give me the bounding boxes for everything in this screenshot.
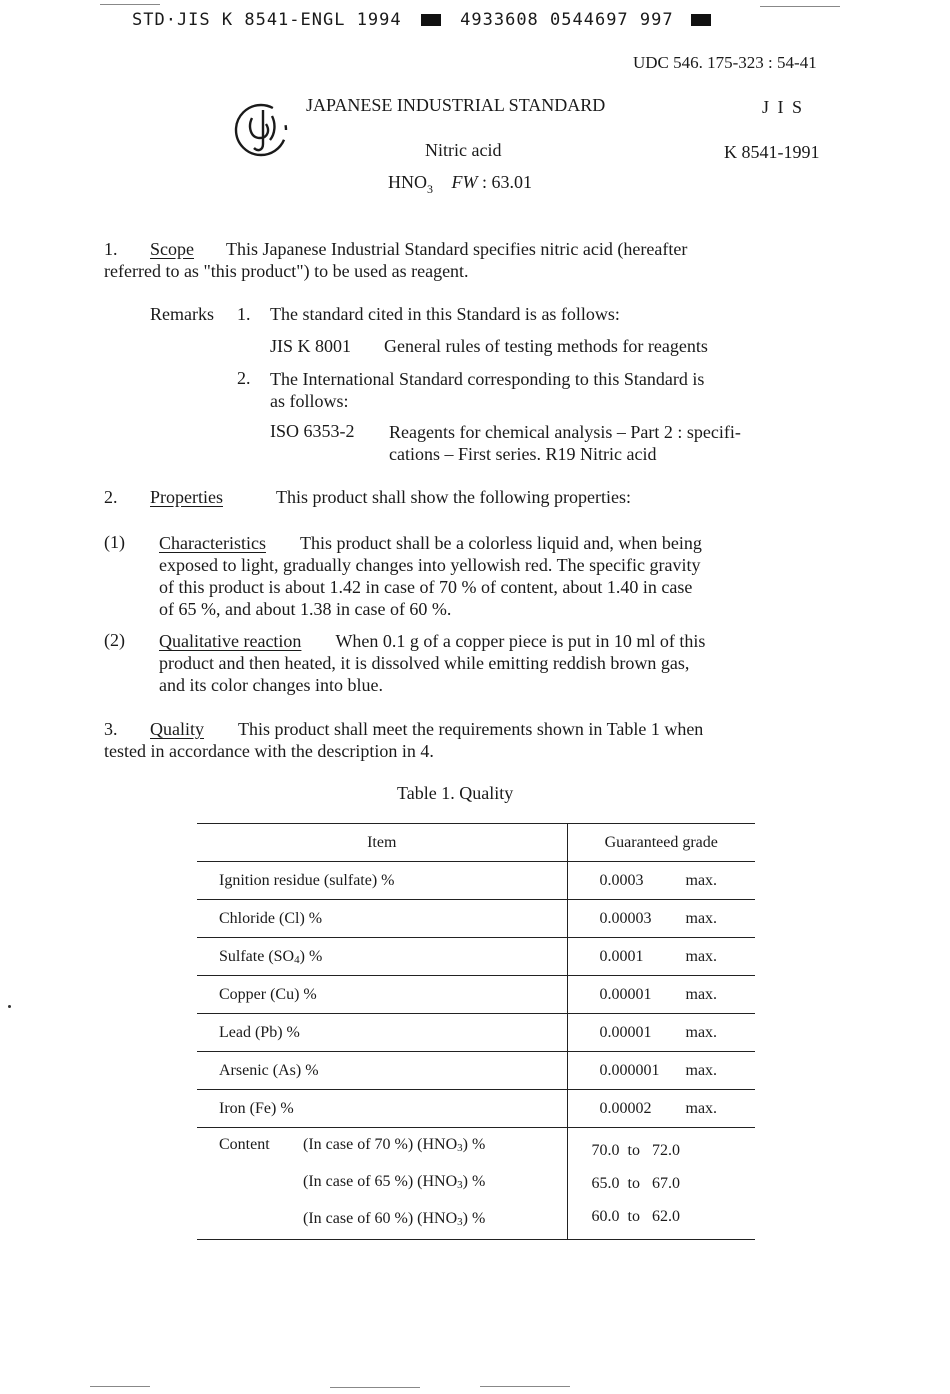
- row-limit: max.: [685, 1099, 718, 1117]
- row-item-pre: Sulfate (SO: [219, 947, 295, 965]
- table-caption: Table 1. Quality: [397, 783, 514, 803]
- udc-code: UDC 546. 175-323 : 54-41: [633, 53, 817, 72]
- col-header-item: Item: [367, 833, 397, 851]
- qualitative-line3: and its color changes into blue.: [159, 675, 383, 695]
- properties-heading: Properties: [150, 487, 223, 507]
- remark2-ref-title: [389, 421, 741, 465]
- quality-line1: This product shall meet the requirements shown in Table 1 when: [238, 719, 704, 739]
- scan-dot: [8, 1005, 11, 1008]
- remark2-number: 2.: [237, 368, 251, 388]
- header-strip-left: STD·JIS K 8541-ENGL 1994: [132, 10, 402, 30]
- scope-line1: This Japanese Industrial Standard specifies nitric acid (hereafter: [226, 239, 688, 259]
- characteristics-line3: of this product is about 1.42 in case of 70 % of content, about 1.40 in case: [159, 577, 693, 597]
- qualitative-heading: Qualitative reaction: [159, 631, 302, 651]
- row-item: Lead (Pb) %: [219, 1023, 300, 1041]
- scan-artifact: [480, 1386, 570, 1387]
- table-row-content: [197, 1128, 755, 1240]
- scope-section: [104, 238, 864, 282]
- remark2-text: [270, 368, 704, 412]
- content-line-post: ) %: [462, 1173, 486, 1190]
- row-limit: max.: [685, 871, 718, 889]
- row-limit: max.: [685, 985, 718, 1003]
- remark1-text: The standard cited in this Standard is as follows:: [270, 304, 620, 324]
- row-item: [197, 938, 567, 976]
- remark2-line1: The International Standard corresponding to this Standard is: [270, 369, 705, 389]
- quality-heading: Quality: [150, 719, 204, 739]
- properties-number: 2.: [104, 487, 118, 507]
- row-grade: [567, 1052, 755, 1090]
- row-grade: [567, 976, 755, 1014]
- content-line-post: ) %: [462, 1136, 486, 1153]
- row-grade: [567, 1014, 755, 1052]
- formula-weight-value: : 63.01: [482, 172, 533, 192]
- remark2-ref-line1: Reagents for chemical analysis – Part 2 : specifi-: [389, 422, 741, 442]
- content-line-sub: 3: [457, 1216, 463, 1228]
- scan-artifact: [330, 1387, 420, 1388]
- row-item-sub: 4: [294, 953, 300, 966]
- qualitative-number: (2): [104, 630, 125, 650]
- properties-text: This product shall show the following properties:: [276, 487, 631, 507]
- chemical-formula: [388, 172, 532, 197]
- remarks-label: Remarks: [150, 304, 214, 324]
- table-row: [197, 862, 755, 900]
- quality-section: [104, 718, 864, 762]
- table-row: [197, 1090, 755, 1128]
- row-grade: [567, 1090, 755, 1128]
- row-item: Arsenic (As) %: [219, 1061, 319, 1079]
- table-row: [197, 1052, 755, 1090]
- formula-subscript: 3: [427, 182, 433, 196]
- row-grade: [567, 938, 755, 976]
- row-grade: [567, 862, 755, 900]
- scope-number: 1.: [104, 239, 118, 259]
- characteristics-heading: Characteristics: [159, 533, 266, 553]
- characteristics-paragraph: [159, 532, 849, 620]
- content-range: 60.0 to 62.0: [591, 1208, 680, 1225]
- col-header-grade: Guaranteed grade: [567, 824, 755, 862]
- row-limit: max.: [685, 909, 718, 927]
- characteristics-number: (1): [104, 532, 125, 552]
- product-name: Nitric acid: [425, 140, 502, 160]
- remark1-number: 1.: [237, 304, 251, 324]
- row-item: Ignition residue (sulfate) %: [219, 871, 395, 889]
- content-item: [197, 1128, 567, 1240]
- row-grade: [567, 900, 755, 938]
- characteristics-line2: exposed to light, gradually changes into yellowish red. The specific gravity: [159, 555, 701, 575]
- content-line-post: ) %: [462, 1210, 486, 1227]
- content-line-sub: 3: [457, 1142, 463, 1154]
- row-limit: max.: [685, 947, 718, 965]
- scan-artifact: [90, 1386, 150, 1387]
- qualitative-line1: When 0.1 g of a copper piece is put in 10 ml of this: [335, 631, 706, 651]
- remark1-ref-code: JIS K 8001: [270, 336, 352, 356]
- row-item-post: ) %: [299, 947, 323, 965]
- row-limit: max.: [685, 1023, 718, 1041]
- table-row: [197, 976, 755, 1014]
- scope-line2: referred to as "this product") to be used as reagent.: [104, 261, 469, 281]
- row-value: 0.0003: [599, 871, 644, 889]
- table-row: [197, 1014, 755, 1052]
- jis-mark: J I S: [762, 97, 805, 117]
- row-value: 0.00001: [599, 1023, 652, 1041]
- content-label: Content: [219, 1136, 270, 1153]
- quality-number: 3.: [104, 719, 118, 739]
- remark1-ref-title: General rules of testing methods for reagents: [384, 336, 708, 356]
- row-value: 0.0001: [599, 947, 644, 965]
- redaction-block: [691, 14, 711, 26]
- row-value: 0.00002: [599, 1099, 652, 1117]
- content-line-pre: (In case of 70 %) (HNO: [303, 1136, 458, 1153]
- content-line-pre: (In case of 65 %) (HNO: [303, 1173, 458, 1190]
- quality-table: [197, 823, 755, 1240]
- standard-title: JAPANESE INDUSTRIAL STANDARD: [306, 95, 606, 115]
- characteristics-line4: of 65 %, and about 1.38 in case of 60 %.: [159, 599, 452, 619]
- remark2-ref-line2: cations – First series. R19 Nitric acid: [389, 444, 657, 464]
- jis-logo: [230, 96, 294, 162]
- redaction-block: [421, 14, 441, 26]
- content-grade: [567, 1128, 755, 1240]
- row-item: Iron (Fe) %: [219, 1099, 294, 1117]
- qualitative-paragraph: [159, 630, 849, 696]
- standard-number: K 8541-1991: [724, 142, 820, 162]
- header-strip: [132, 10, 711, 30]
- row-limit: max.: [685, 1061, 718, 1079]
- scan-artifact: [100, 4, 160, 5]
- row-value: 0.00003: [599, 909, 652, 927]
- header-strip-codes: 4933608 0544697 997: [460, 10, 674, 30]
- table-header-row: [197, 824, 755, 862]
- table-row: [197, 938, 755, 976]
- row-value: 0.000001: [599, 1061, 660, 1079]
- scan-artifact: [760, 6, 840, 7]
- content-range: 65.0 to 67.0: [591, 1175, 680, 1192]
- row-value: 0.00001: [599, 985, 652, 1003]
- row-item: Copper (Cu) %: [219, 985, 317, 1003]
- table-row: [197, 900, 755, 938]
- scope-heading: Scope: [150, 239, 194, 259]
- characteristics-line1: This product shall be a colorless liquid and, when being: [299, 533, 702, 553]
- content-line-pre: (In case of 60 %) (HNO: [303, 1210, 458, 1227]
- formula-base: HNO: [388, 172, 427, 192]
- qualitative-line2: product and then heated, it is dissolved while emitting reddish brown gas,: [159, 653, 690, 673]
- formula-weight-label: FW: [451, 172, 478, 192]
- remark2-ref-code: ISO 6353-2: [270, 421, 355, 441]
- content-range: 70.0 to 72.0: [591, 1142, 680, 1159]
- row-item: Chloride (Cl) %: [219, 909, 323, 927]
- quality-line2: tested in accordance with the description in 4.: [104, 741, 434, 761]
- content-line-sub: 3: [457, 1179, 463, 1191]
- remark2-line2: as follows:: [270, 391, 349, 411]
